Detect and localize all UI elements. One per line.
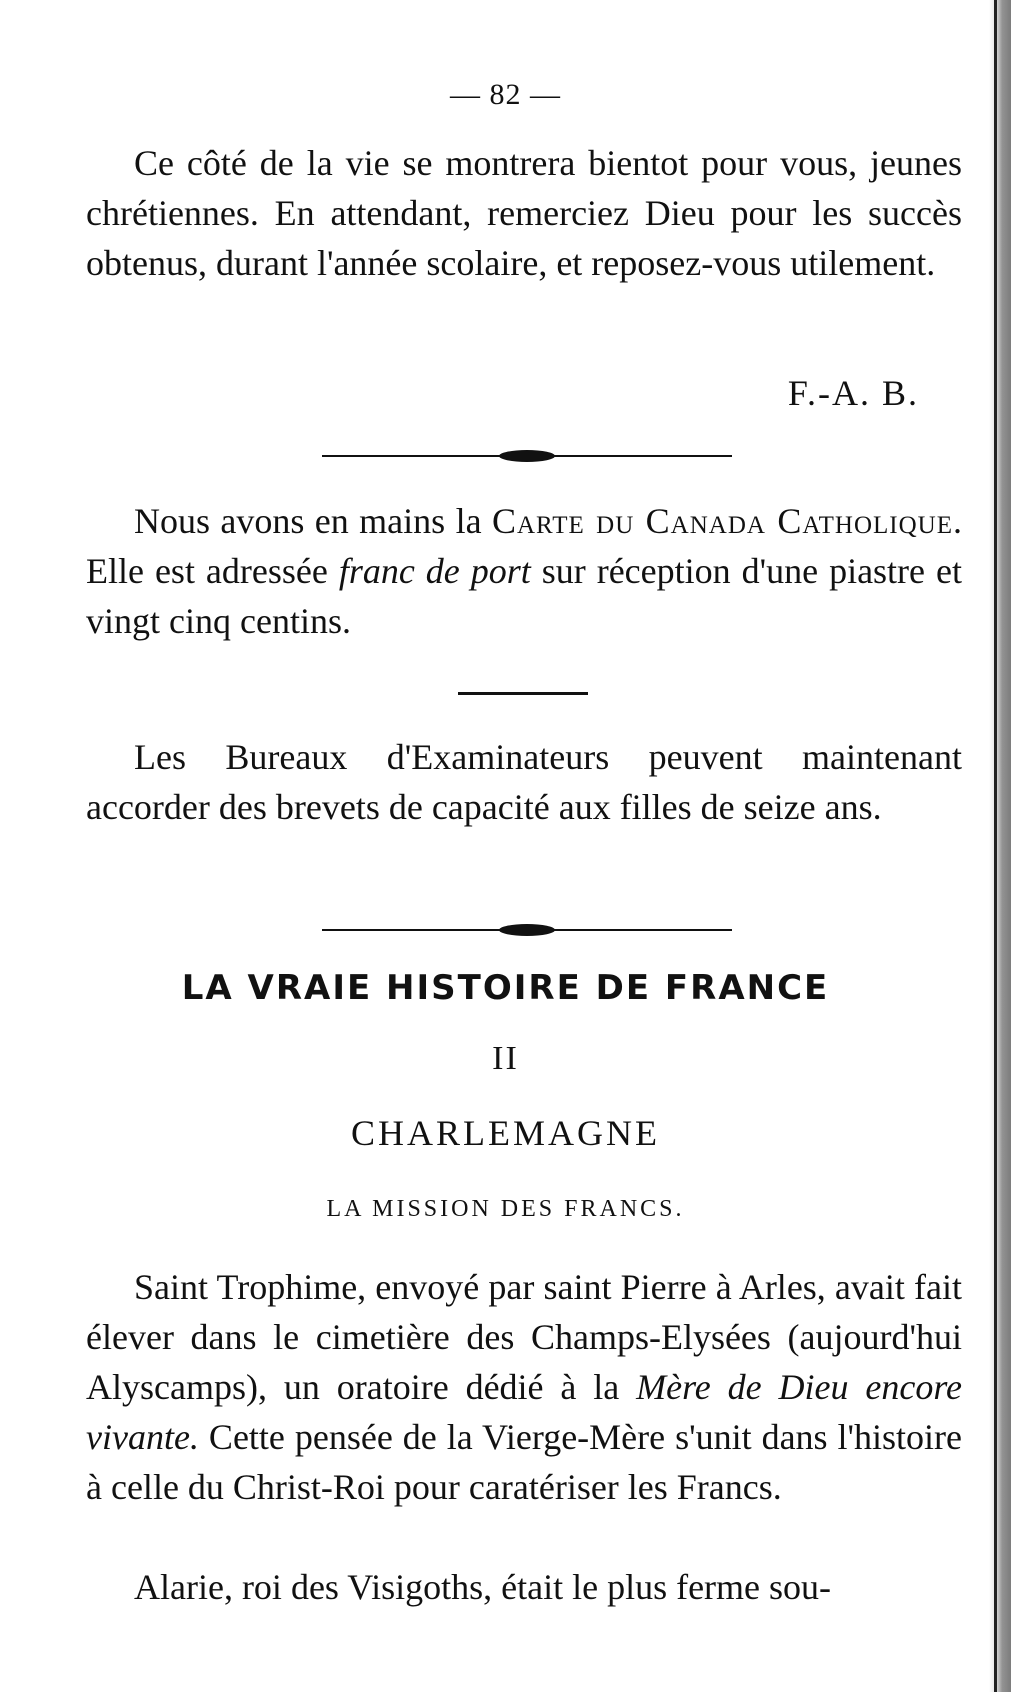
- paragraph-bureaux-text: Les Bureaux d'Examinateurs peuvent maintenant accorder des brevets de capacité aux filles de seize ans.: [86, 737, 962, 827]
- paragraph-intro-text: Ce côté de la vie se montrera bientot pour vous, jeunes chrétiennes. En attendant, remerciez Dieu pour les succès obtenus, durant l'année scolaire, et reposez-vous utilement.: [86, 143, 962, 283]
- paragraph-bureaux: [86, 732, 962, 832]
- divider-ornament: [499, 450, 555, 462]
- trophime-text-before: Saint Trophime, envoyé par saint Pierre à Arles, avait fait élever dans le cimetière des Champs-Elysées (aujourd'hui Alyscamps), un oratoire dédié à la: [86, 1267, 962, 1407]
- paragraph-trophime: [86, 1262, 962, 1512]
- paragraph-intro: [86, 138, 962, 288]
- binding-line: [994, 0, 997, 1692]
- carte-text-after: sur réception d'une piastre et vingt cinq centins.: [86, 551, 962, 641]
- section-title: LA MISSION DES FRANCS.: [326, 1196, 685, 1222]
- article-part-number: II: [492, 1040, 519, 1077]
- paragraph-carte: [86, 496, 962, 646]
- ornamental-divider: [322, 923, 732, 937]
- binding-shadow: [989, 0, 1011, 1692]
- chapter-title: CHARLEMAGNE: [351, 1113, 660, 1153]
- trophime-italic: Mère de Dieu encore vivante.: [86, 1367, 963, 1457]
- carte-text-before: Nous avons en mains la: [134, 501, 492, 541]
- signature: F.-A. B.: [787, 373, 919, 413]
- page-number: — 82 —: [450, 78, 561, 111]
- ornamental-divider: [322, 449, 732, 463]
- carte-text-middle: . Elle est adressée: [86, 501, 962, 591]
- paragraph-alarie-text: Alarie, roi des Visigoths, était le plus ferme sou-: [134, 1567, 832, 1607]
- carte-title: Carte du Canada Catholique: [491, 501, 953, 541]
- trophime-text-after: Cette pensée de la Vierge-Mère s'unit dans l'histoire à celle du Christ-Roi pour caratériser les Francs.: [86, 1417, 962, 1507]
- divider-ornament: [499, 924, 555, 936]
- paragraph-alarie: [86, 1562, 962, 1612]
- short-rule: [458, 692, 588, 695]
- article-heading: LA VRAIE HISTOIRE DE FRANCE: [181, 968, 830, 1008]
- carte-italic: franc de port: [338, 551, 531, 591]
